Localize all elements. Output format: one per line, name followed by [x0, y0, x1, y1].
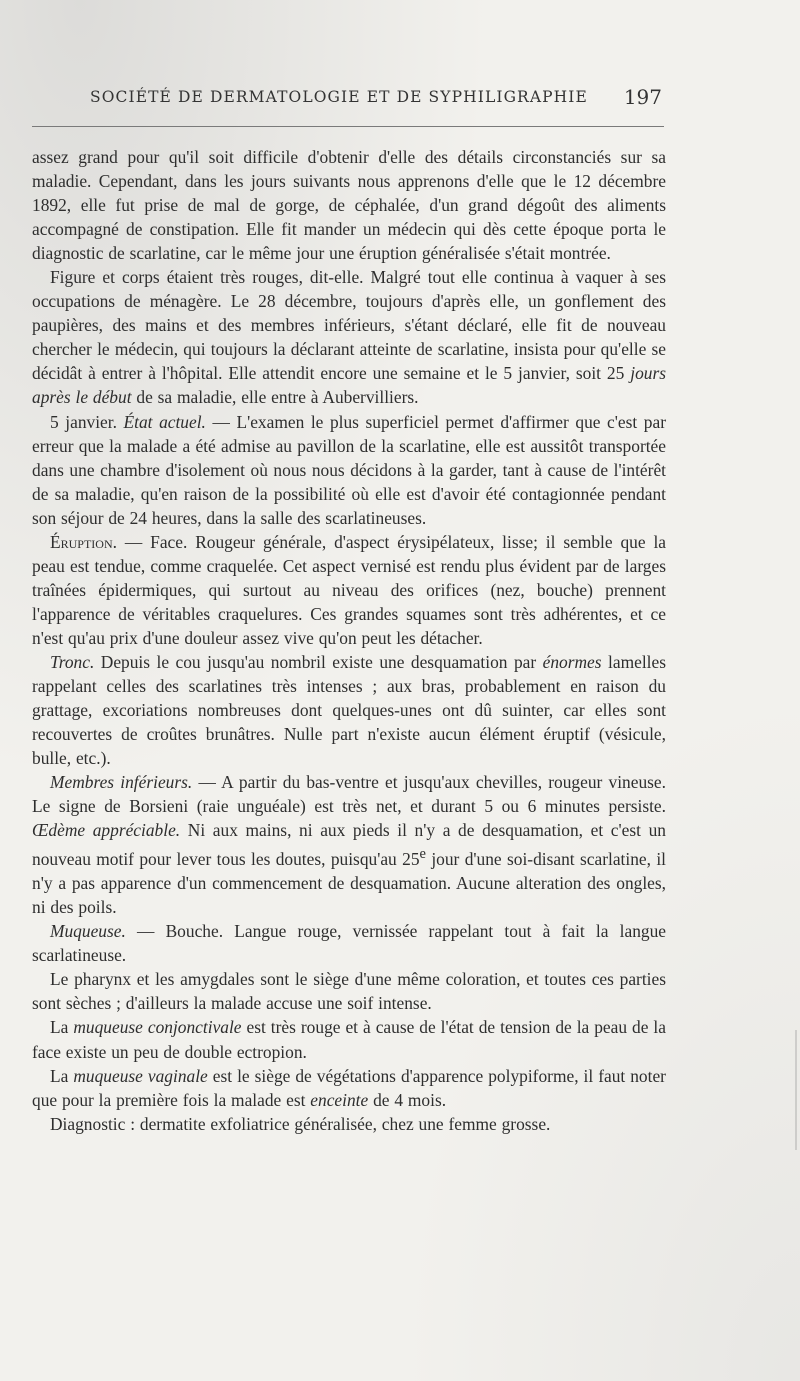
- page-number: 197: [623, 85, 662, 109]
- body-text: [32, 145, 666, 1136]
- paragraph: La muqueuse conjonctivale est très rouge et à cause de l'état de tension de la peau de la face existe un peu de double ectropion.: [32, 1017, 666, 1062]
- scan-edge-mark: [795, 1030, 797, 1150]
- section-label: Éruption.: [50, 531, 117, 552]
- paragraph: Le pharynx et les amygdales sont le siège d'une même coloration, et toutes ces parties sont sèches ; d'ailleurs la malade accuse une soif intense.: [32, 969, 666, 1014]
- paragraph: Diagnostic : dermatite exfoliatrice généralisée, chez une femme grosse.: [50, 1113, 551, 1134]
- paragraph: Figure et corps étaient très rouges, dit-elle. Malgré tout elle continua à vaquer à ses occupations de ménagère. Le 28 décembre, toujours d'après elle, un gonflement des paupières, des mains et des membres inférieurs, s'étant déclaré, elle fit de nouveau chercher le médecin, qui toujours la déclarant atteinte de scarlatine, insista pour qu'elle se décidât à entrer à l'hôpital. Elle attendit encore une semaine et le 5 janvier, soit 25 jours après le début de sa maladie, elle entre à Aubervilliers.: [32, 267, 666, 408]
- page-header: [90, 85, 662, 116]
- paragraph: La muqueuse vaginale est le siège de végétations d'apparence polypiforme, il faut noter que pour la première fois la malade est enceinte de 4 mois.: [32, 1065, 666, 1110]
- running-title: SOCIÉTÉ DE DERMATOLOGIE ET DE SYPHILIGRAPHIE: [90, 88, 588, 106]
- paragraph: assez grand pour qu'il soit difficile d'obtenir d'elle des détails circonstanciés sur sa maladie. Cependant, dans les jours suivants nous apprenons d'elle que le 12 décembre 1892, elle fut prise de mal de gorge, de céphalée, d'un grand dégoût des aliments accompagné de constipation. Elle fit mander un médecin qui dès cette époque porta le diagnostic de scarlatine, car le même jour une éruption généralisée s'était montrée.: [32, 147, 666, 264]
- header-rule: [32, 126, 664, 127]
- paragraph: Muqueuse. — Bouche. Langue rouge, vernissée rappelant tout à fait la langue scarlatineuse.: [32, 921, 666, 966]
- paragraph: 5 janvier. État actuel. — L'examen le plus superficiel permet d'affirmer que c'est par erreur que la malade a été admise au pavillon de la scarlatine, elle est aussitôt transportée dans une chambre d'isolement où nous nous décidons à la garder, tant à cause de l'intérêt de sa maladie, qu'en raison de la possibilité où elle est d'avoir été contagionnée pendant son séjour de 24 heures, dans la salle des scarlatineuses.: [32, 411, 666, 528]
- paragraph: Membres inférieurs. — A partir du bas-ventre et jusqu'aux chevilles, rougeur vineuse. Le signe de Borsieni (raie unguéale) est très net, et durant 5 ou 6 minutes persiste. Œdème appréciable. Ni aux mains, ni aux pieds il n'y a de desquamation, et c'est un nouveau motif pour lever tous les doutes, puisqu'au 25e jour d'une soi-disant scarlatine, il n'y a pas apparence d'un commencement de desquamation. Aucune alteration des ongles, ni des poils.: [32, 772, 666, 918]
- paragraph: Tronc. Depuis le cou jusqu'au nombril existe une desquamation par énormes lamelles rappelant celles des scarlatines très intenses ; aux bras, probablement en raison du grattage, excoriations nombreuses dont quelques-unes ont dû suinter, car elles sont recouvertes de croûtes brunâtres. Nulle part n'existe aucun élément éruptif (vésicule, bulle, etc.).: [32, 651, 666, 769]
- paragraph: Éruption. — Face. Rougeur générale, d'aspect érysipélateux, lisse; il semble que la peau est tendue, comme craquelée. Cet aspect vernisé est rendu plus évident par de larges traînées épidermiques, qui surtout au niveau des orifices (nez, bouche) prennent l'apparence de véritables craquelures. Ces grandes squames sont très adhérentes, et ce n'est qu'au prix d'une douleur assez vive qu'on peut les détacher.: [32, 531, 666, 648]
